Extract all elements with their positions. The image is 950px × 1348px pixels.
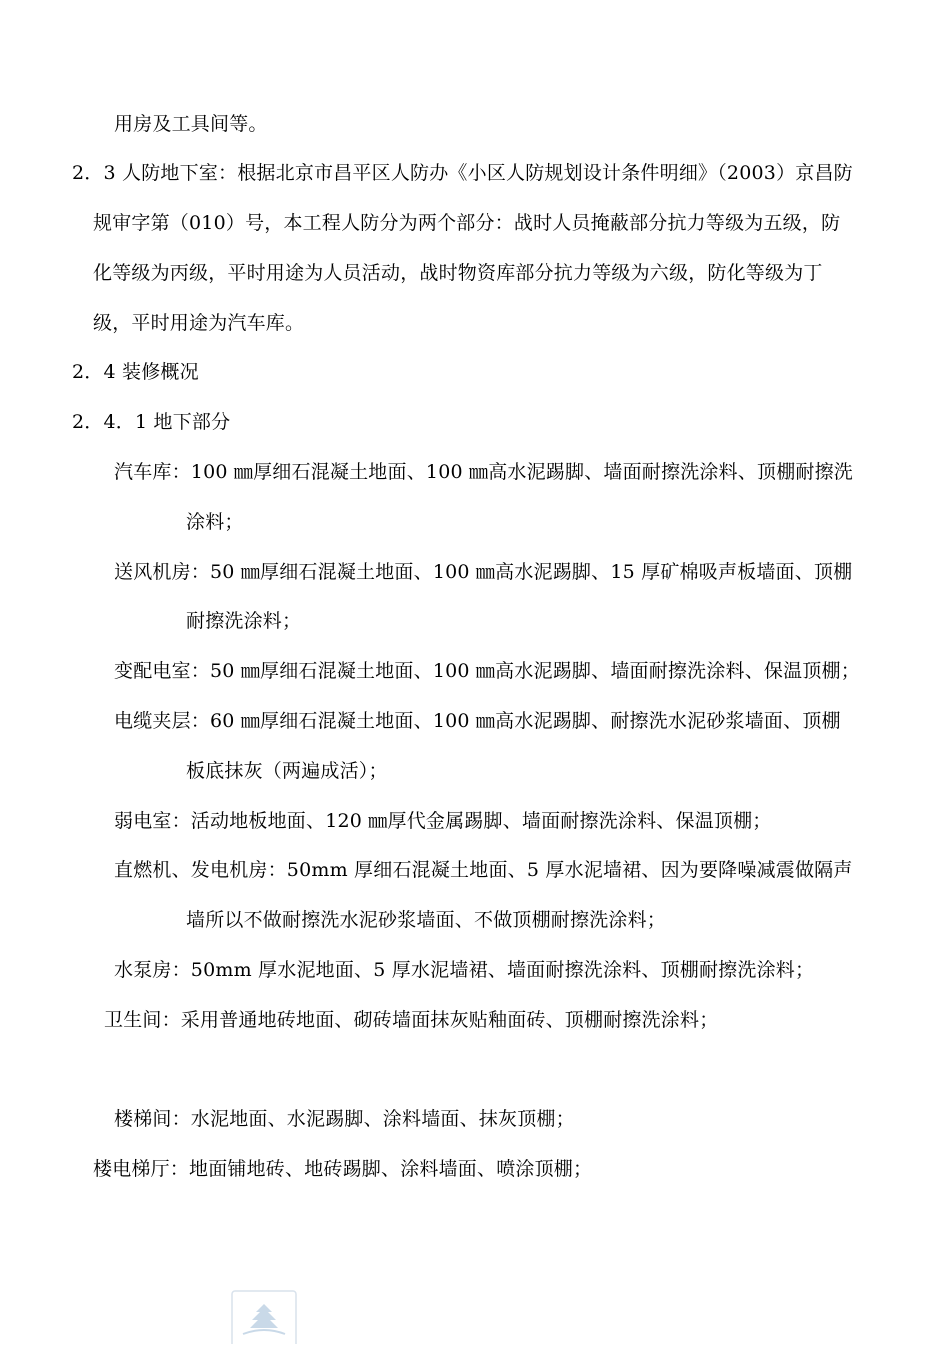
text-line-8: 汽车库：100 ㎜厚细石混凝土地面、100 ㎜高水泥踢脚、墙面耐擦洗涂料、顶棚耐擦洗 <box>114 461 854 483</box>
text-line-14: 板底抹灰（两遍成活）； <box>186 760 388 782</box>
text-line-1: 用房及工具间等。 <box>114 113 268 135</box>
section-heading-2-4-1: 2．4．1 地下部分 <box>72 411 231 433</box>
text-line-3: 规审字第（010）号，本工程人防分为两个部分：战时人员掩蔽部分抗力等级为五级，防 <box>93 212 841 234</box>
text-line-21: 楼电梯厅：地面铺地砖、地砖踢脚、涂料墙面、喷涂顶棚； <box>93 1158 593 1180</box>
text-line-11: 耐擦洗涂料； <box>186 610 302 632</box>
text-line-16: 直燃机、发电机房：50mm 厚细石混凝土地面、5 厚水泥墙裙、因为要降噪减震做隔声 <box>114 859 853 881</box>
text-line-5: 级，平时用途为汽车库。 <box>93 312 305 334</box>
text-line-15: 弱电室：活动地板地面、120 ㎜厚代金属踢脚、墙面耐擦洗涂料、保温顶棚； <box>114 810 772 832</box>
text-line-13: 电缆夹层：60 ㎜厚细石混凝土地面、100 ㎜高水泥踢脚、耐擦洗水泥砂浆墙面、顶棚 <box>114 710 841 732</box>
text-line-12: 变配电室：50 ㎜厚细石混凝土地面、100 ㎜高水泥踢脚、墙面耐擦洗涂料、保温顶棚； <box>114 660 860 682</box>
text-line-20: 楼梯间：水泥地面、水泥踢脚、涂料墙面、抹灰顶棚； <box>114 1108 575 1130</box>
text-line-9: 涂料； <box>186 511 244 533</box>
watermark-logo-icon <box>231 1290 297 1344</box>
text-line-19: 卫生间：采用普通地砖地面、砌砖墙面抹灰贴釉面砖、顶棚耐擦洗涂料； <box>104 1009 719 1031</box>
text-line-18: 水泵房：50mm 厚水泥地面、5 厚水泥墙裙、墙面耐擦洗涂料、顶棚耐擦洗涂料； <box>114 959 815 981</box>
text-line-17: 墙所以不做耐擦洗水泥砂浆墙面、不做顶棚耐擦洗涂料； <box>186 909 667 931</box>
text-line-2: 2．3 人防地下室：根据北京市昌平区人防办《小区人防规划设计条件明细》（2003）京昌防 <box>72 162 853 184</box>
section-heading-2-4: 2．4 装修概况 <box>72 361 199 383</box>
text-line-4: 化等级为丙级，平时用途为人员活动，战时物资库部分抗力等级为六级，防化等级为丁 <box>93 262 823 284</box>
text-line-10: 送风机房：50 ㎜厚细石混凝土地面、100 ㎜高水泥踢脚、15 厚矿棉吸声板墙面、顶棚 <box>114 561 853 583</box>
